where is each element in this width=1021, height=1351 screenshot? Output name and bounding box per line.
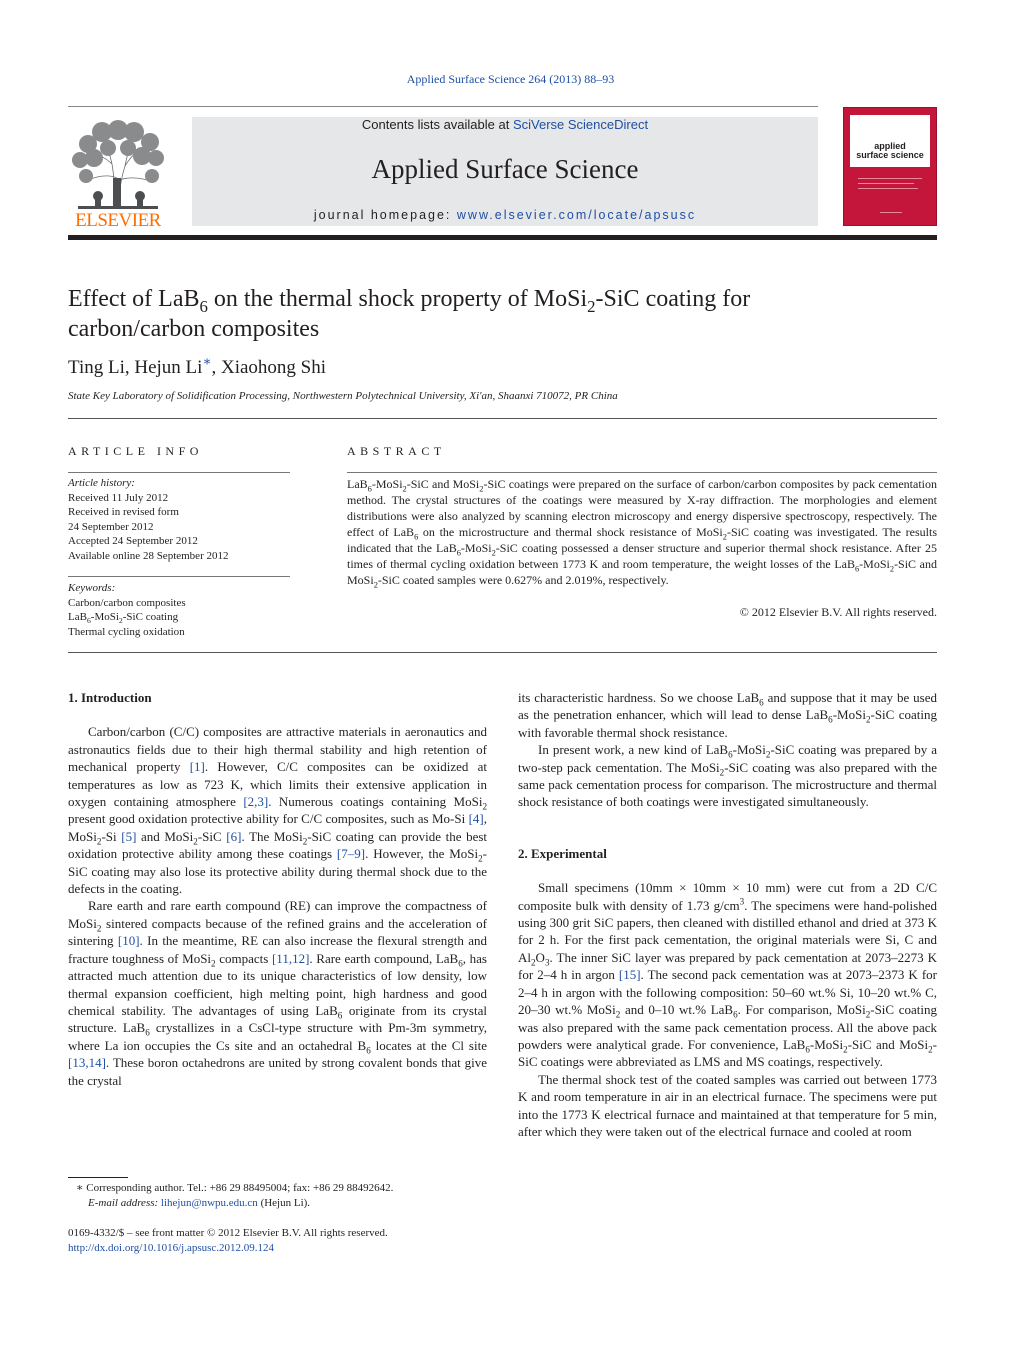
- section-heading-experimental: 2. Experimental: [518, 845, 607, 861]
- header-top-rule: [68, 106, 818, 107]
- abstract-text: LaB$_6$-MoSi$_2$-SiC and MoSi$_2$-SiC coatings were prepared on the surface of carbon/carbon composites by pack cementation method. The crystal structures of the coatings were measured by X-ray diffraction. The morphologies and element distributions were also analyzed by scanning electron microscopy and energy dispersive spectroscopy, respectively. The effect of LaB$_6$ on the microstructure and thermal shock resistance of MoSi$_2$-SiC coating was investigated. The results indicated that the LaB$_6$-MoSi$_2$-SiC coating possessed a denser structure and superior thermal shock resistance. After 25 times of thermal cycling oxidation between 1773 K and room temperature, the weight losses of the LaB$_6$-MoSi$_2$-SiC and MoSi$_2$-SiC coated samples were 0.627% and 2.019%, respectively.: [347, 477, 938, 590]
- sciencedirect-link[interactable]: SciVerse ScienceDirect: [512, 117, 649, 132]
- reference-link[interactable]: [4]: [468, 811, 484, 827]
- section-heading-introduction: 1. Introduction: [68, 690, 152, 705]
- reference-link[interactable]: [7–9]: [336, 846, 366, 862]
- header-thick-rule: [68, 235, 937, 240]
- reference-link[interactable]: [1]: [189, 759, 205, 775]
- divider: [68, 472, 290, 473]
- affiliation: State Key Laboratory of Solidification Processing, Northwestern Polytechnical University, Xi'an, Shaanxi 710072, PR China: [68, 390, 618, 402]
- divider: [68, 576, 290, 577]
- paragraph: Carbon/carbon (C/C) composites are attractive materials in aeronautics and astronautics fields due to their high thermal stability and high retention of mechanical property [1]. However, C/C composites can be oxidized at temperatures as low as 723 K, which limits their extensive application in oxygen containing atmosphere [2,3]. Numerous coatings containing MoSi$_2$ present good oxidation protective ability for C/C composites, such as Mo-Si [4], MoSi$_2$-Si [5] and MoSi$_2$-SiC [6]. The MoSi$_2$-SiC coating can provide the best oxidation protective ability among these coatings [7–9]. However, the MoSi$_2$-SiC coating may also lose its protective ability during thermal shock due to the defects in the coating.: [68, 724, 488, 897]
- author-list: Ting Li, Hejun Li∗, Xiaohong Shi: [68, 353, 327, 378]
- reference-link[interactable]: [5]: [121, 828, 137, 844]
- email-link[interactable]: lihejun@nwpu.edu.cn: [160, 1197, 258, 1209]
- article-history: Article history: Received 11 July 2012 Received in revised form 24 September 2012 Accepted 24 September 2012 Available online 28 September 2012: [68, 477, 229, 562]
- homepage-link[interactable]: www.elsevier.com/locate/apsusc: [456, 208, 697, 222]
- doi-link[interactable]: http://dx.doi.org/10.1016/j.apsusc.2012.09.124: [68, 1242, 275, 1254]
- cover-title-2: surface science: [856, 150, 924, 160]
- journal-citation[interactable]: [0, 72, 1021, 87]
- paragraph: Rare earth and rare earth compound (RE) can improve the compactness of MoSi$_2$ sintered compacts because of the refined grains and the acceleration of sintering [10]. In the meantime, RE can also increase the flexural strength and fracture toughness of MoSi$_2$ compacts [11,12]. Rare earth compound, LaB$_6$, has attracted much attention due to its unique characteristics of low density, low thermal expansion coefficient, high melting point, high hardness and good chemical stability. The advantages of using LaB$_6$ originate from its crystal structure. LaB$_6$ crystallizes in a CsCl-type structure with Pm-3m symmetry, where La ion occupies the Cs site and an octahedral $B_6$ locates at the Cl site [13,14]. These boron octahedrons are united by strong covalent bonds that give the crystal: [68, 898, 487, 1088]
- body-column-left: [68, 689, 487, 1089]
- issn-and-doi: 0169-4332/$ – see front matter © 2012 Elsevier B.V. All rights reserved. http://dx.doi.org/10.1016/j.apsusc.2012.09.124: [68, 1227, 388, 1254]
- article-info-heading: ARTICLE INFO: [68, 444, 203, 458]
- reference-link[interactable]: [13,14]: [68, 1055, 106, 1071]
- paragraph: Small specimens (10mm × 10mm × 10 mm) were cut from a 2D C/C composite bulk with density of 1.73 $g/cm^3$. The specimens were hand-polished using 300 grit SiC papers, then cleaned with distilled ethanol and dried at 373 K for 2 h. For the first pack cementation, the original materials were Si, C and $Al_2O_3$. The inner SiC layer was prepared by pack cementation at 2073–2273 K for 2–4 h in argon [15]. The second pack cementation was at 2073–2373 K for 2–4 h in argon with the following composition: 50–60 wt.% Si, 10–20 wt.% C, 20–30 wt.% MoSi$_2$ and 0–10 wt.% LaB$_6$. For comparison, MoSi$_2$-SiC coating was also prepared with the same pack cementation process. All the above pack powders were analytical grade. For convenience, LaB$_6$-MoSi$_2$-SiC and MoSi$_2$-SiC coatings were abbreviated as LMS and MS coatings, respectively.: [518, 880, 938, 1070]
- contents-line: Contents lists available at SciVerse ScienceDirect: [361, 117, 649, 132]
- footnote-rule: [68, 1177, 128, 1178]
- elsevier-wordmark: ELSEVIER: [75, 210, 161, 231]
- copyright-notice: © 2012 Elsevier B.V. All rights reserved.: [739, 605, 937, 619]
- divider: [68, 418, 937, 419]
- reference-link[interactable]: [11,12]: [271, 950, 310, 966]
- corresponding-author-footnote: ∗ Corresponding author. Tel.: +86 29 88495004; fax: +86 29 88492642. E-mail address: lihejun@nwpu.edu.cn (Hejun Li).: [76, 1182, 394, 1209]
- body-column-right: [518, 689, 937, 1140]
- corresponding-author-mark[interactable]: ∗: [202, 353, 212, 369]
- journal-title: Applied Surface Science: [371, 154, 639, 184]
- divider: [347, 472, 937, 473]
- keyword: Thermal cycling oxidation: [68, 625, 185, 638]
- citation-link[interactable]: Applied Surface Science 264 (2013) 88–93: [406, 72, 615, 86]
- divider: [68, 652, 937, 653]
- journal-cover-image: [843, 107, 937, 226]
- paragraph: its characteristic hardness. So we choose LaB$_6$ and suppose that it may be used as the penetration enhancer, which will lead to dense LaB$_6$-MoSi$_2$-SiC coating with favorable thermal shock resistance.: [518, 690, 938, 740]
- paragraph: In present work, a new kind of LaB$_6$-MoSi$_2$-SiC coating was prepared by a two-step pack cementation. The MoSi$_2$-SiC coating was also prepared with the same pack cementation process for comparison. The microstructure and thermal shock resistance of both coatings were investigated simultaneously.: [518, 742, 938, 810]
- keyword: LaB$_6$-MoSi$_2$-SiC coating: [68, 611, 179, 626]
- reference-link[interactable]: [10]: [117, 933, 140, 949]
- article-title: Effect of LaB$_6$ on the thermal shock property of MoSi$_2$-SiC coating for carbon/carbon composites: [68, 286, 751, 342]
- reference-link[interactable]: [2,3]: [243, 794, 269, 810]
- reference-link[interactable]: [6]: [226, 828, 242, 844]
- reference-link[interactable]: [15]: [618, 967, 641, 983]
- paragraph: The thermal shock test of the coated samples was carried out between 1773 K and room temperature in air in an electrical furnace. The specimens were put into the 1773 K electrical furnace and maintained at that temperature for 5 min, after which they were taken out of the electrical furnace and cooled at room: [518, 1071, 937, 1139]
- keywords: Keywords: Carbon/carbon composites LaB$_6$-MoSi$_2$-SiC coating Thermal cycling oxidation: [68, 582, 186, 638]
- keyword: Carbon/carbon composites: [68, 596, 186, 609]
- abstract-heading: ABSTRACT: [347, 444, 446, 458]
- cover-title-1: applied: [874, 141, 906, 151]
- homepage-line: journal homepage: www.elsevier.com/locate/apsusc: [313, 208, 697, 222]
